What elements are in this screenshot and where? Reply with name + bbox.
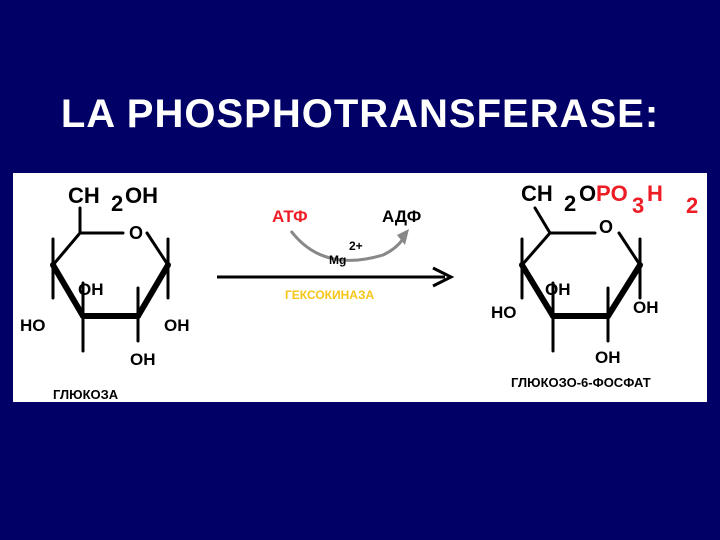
adp-label: АДФ — [382, 207, 422, 226]
g6p-oh-right: OH — [633, 298, 659, 317]
glucose-oh-right: OH — [164, 316, 190, 335]
g6p-structure — [522, 208, 640, 351]
atp-label: АТФ — [272, 207, 308, 226]
g6p-ester-oxygen: O — [579, 181, 597, 206]
enzyme-label: ГЕКСОКИНАЗА — [285, 288, 375, 302]
g6p-ring-oxygen: O — [599, 217, 614, 237]
glucose-oh-bottom: OH — [130, 350, 156, 369]
glucose-ch2-label: CH — [68, 183, 100, 208]
glucose-name: ГЛЮКОЗА — [53, 387, 119, 402]
glucose-c6-oh-label: OH — [125, 183, 158, 208]
g6p-ch2-label: CH — [521, 181, 553, 206]
g6p-name: ГЛЮКОЗО-6-ФОСФАТ — [511, 375, 651, 390]
g6p-ho-left: HO — [491, 303, 517, 322]
phosphate-po-label: PO — [596, 181, 628, 206]
glucose-ring-oxygen: O — [129, 223, 144, 243]
reaction-diagram — [13, 173, 707, 402]
glucose-ch2-subscript: 2 — [111, 191, 124, 216]
g6p-oh-inner: OH — [545, 280, 571, 299]
glucose-oh-inner: OH — [78, 280, 104, 299]
magnesium-label: Mg — [329, 253, 347, 267]
phosphate-subscript-3: 3 — [632, 193, 645, 218]
phosphate-h-label: H — [647, 181, 663, 206]
glucose-ho-left: HO — [20, 316, 46, 335]
reaction-arrow — [217, 268, 451, 286]
slide-title: LA PHOSPHOTRANSFERASE: — [60, 92, 660, 136]
g6p-ch2-subscript: 2 — [564, 191, 577, 216]
g6p-oh-bottom: OH — [595, 348, 621, 367]
phosphate-subscript-2: 2 — [686, 193, 699, 218]
glucose-structure — [53, 208, 168, 351]
magnesium-charge: 2+ — [349, 239, 363, 253]
